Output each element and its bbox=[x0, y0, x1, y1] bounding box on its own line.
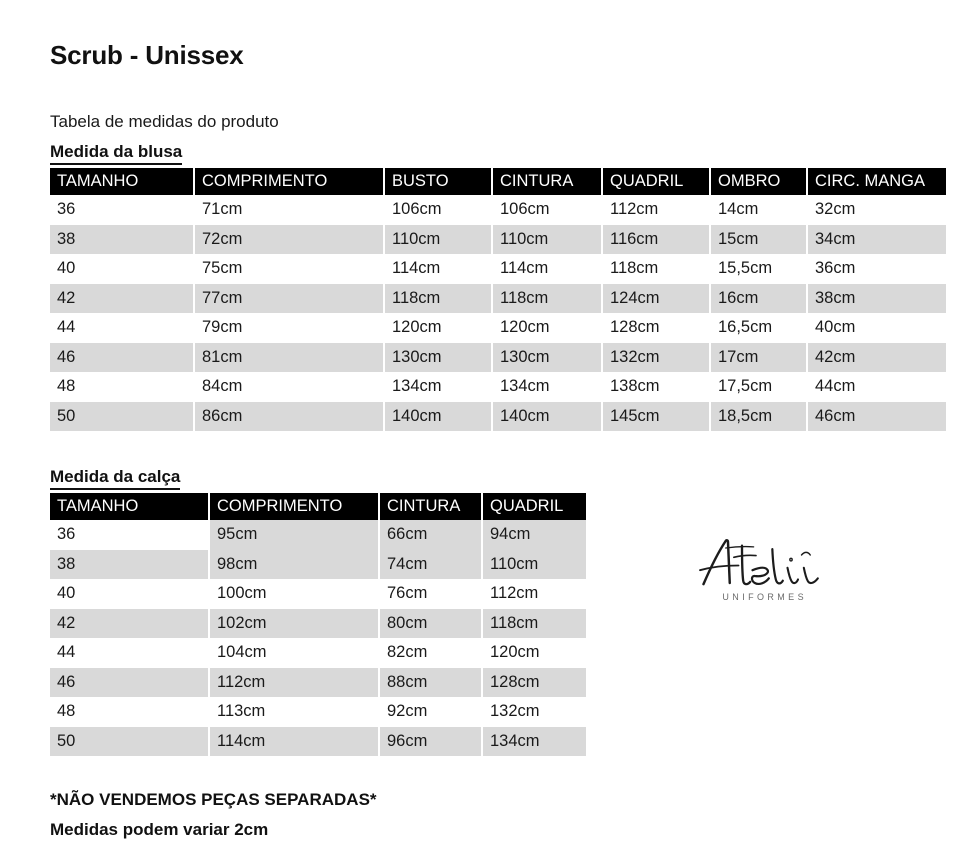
blusa-cell-7-0: 50 bbox=[50, 402, 195, 432]
blusa-cell-0-0: 36 bbox=[50, 195, 195, 225]
footer-note-tolerance: Medidas podem variar 2cm bbox=[50, 820, 269, 839]
calca-cell-5-0: 46 bbox=[50, 668, 210, 698]
calca-cell-6-3: 132cm bbox=[483, 697, 586, 727]
blusa-header-comprimento: COMPRIMENTO bbox=[195, 168, 385, 195]
blusa-table-body bbox=[50, 195, 946, 431]
blusa-cell-5-0: 46 bbox=[50, 343, 195, 373]
blusa-cell-7-5: 18,5cm bbox=[711, 402, 808, 432]
blusa-cell-4-3: 120cm bbox=[493, 313, 603, 343]
calca-cell-5-1: 112cm bbox=[210, 668, 380, 698]
blusa-cell-7-6: 46cm bbox=[808, 402, 946, 432]
blusa-table-row bbox=[50, 195, 946, 225]
blusa-cell-6-4: 138cm bbox=[603, 372, 711, 402]
calca-cell-2-2: 76cm bbox=[380, 579, 483, 609]
blusa-cell-3-2: 118cm bbox=[385, 284, 493, 314]
footer-note-no-separate-pieces: *NÃO VENDEMOS PEÇAS SEPARADAS* bbox=[50, 790, 377, 809]
blusa-cell-6-3: 134cm bbox=[493, 372, 603, 402]
blusa-cell-3-3: 118cm bbox=[493, 284, 603, 314]
blusa-cell-7-4: 145cm bbox=[603, 402, 711, 432]
calca-cell-6-0: 48 bbox=[50, 697, 210, 727]
calca-cell-4-1: 104cm bbox=[210, 638, 380, 668]
calca-table-row bbox=[50, 550, 586, 580]
calca-cell-4-3: 120cm bbox=[483, 638, 586, 668]
calca-cell-2-1: 100cm bbox=[210, 579, 380, 609]
blusa-cell-4-1: 79cm bbox=[195, 313, 385, 343]
blusa-header-busto: BUSTO bbox=[385, 168, 493, 195]
blusa-cell-3-1: 77cm bbox=[195, 284, 385, 314]
blusa-cell-1-2: 110cm bbox=[385, 225, 493, 255]
blusa-cell-4-5: 16,5cm bbox=[711, 313, 808, 343]
blusa-table-row bbox=[50, 225, 946, 255]
blusa-cell-3-0: 42 bbox=[50, 284, 195, 314]
blusa-cell-5-2: 130cm bbox=[385, 343, 493, 373]
blusa-header-ombro: OMBRO bbox=[711, 168, 808, 195]
blusa-cell-2-2: 114cm bbox=[385, 254, 493, 284]
calca-header-row bbox=[50, 493, 586, 520]
blusa-cell-2-1: 75cm bbox=[195, 254, 385, 284]
blusa-cell-1-1: 72cm bbox=[195, 225, 385, 255]
blusa-cell-6-1: 84cm bbox=[195, 372, 385, 402]
calca-cell-1-0: 38 bbox=[50, 550, 210, 580]
calca-table-row bbox=[50, 668, 586, 698]
blusa-cell-0-4: 112cm bbox=[603, 195, 711, 225]
blusa-cell-2-6: 36cm bbox=[808, 254, 946, 284]
blusa-cell-1-6: 34cm bbox=[808, 225, 946, 255]
calca-header-cintura: CINTURA bbox=[380, 493, 483, 520]
calca-cell-7-2: 96cm bbox=[380, 727, 483, 757]
calca-header-tamanho: TAMANHO bbox=[50, 493, 210, 520]
blusa-table-row bbox=[50, 254, 946, 284]
brand-logo-subtitle: UNIFORMES bbox=[722, 592, 807, 602]
calca-cell-3-2: 80cm bbox=[380, 609, 483, 639]
calca-cell-5-2: 88cm bbox=[380, 668, 483, 698]
calca-cell-1-2: 74cm bbox=[380, 550, 483, 580]
blusa-table-row bbox=[50, 372, 946, 402]
calca-header-quadril: QUADRIL bbox=[483, 493, 586, 520]
calca-cell-4-0: 44 bbox=[50, 638, 210, 668]
blusa-cell-2-5: 15,5cm bbox=[711, 254, 808, 284]
blusa-cell-6-0: 48 bbox=[50, 372, 195, 402]
blusa-cell-6-2: 134cm bbox=[385, 372, 493, 402]
blusa-table-row bbox=[50, 402, 946, 432]
calca-cell-6-1: 113cm bbox=[210, 697, 380, 727]
blusa-cell-5-3: 130cm bbox=[493, 343, 603, 373]
blusa-cell-1-3: 110cm bbox=[493, 225, 603, 255]
blusa-cell-7-2: 140cm bbox=[385, 402, 493, 432]
calca-table-row bbox=[50, 579, 586, 609]
brand-logo bbox=[693, 534, 833, 602]
calca-cell-0-0: 36 bbox=[50, 520, 210, 550]
blusa-table-row bbox=[50, 313, 946, 343]
calca-cell-2-3: 112cm bbox=[483, 579, 586, 609]
calca-table-head bbox=[50, 493, 586, 520]
calca-cell-7-1: 114cm bbox=[210, 727, 380, 757]
section-heading-calca: Medida da calça bbox=[50, 467, 180, 490]
atelie-script-logo-icon bbox=[693, 534, 833, 590]
calca-table-row bbox=[50, 727, 586, 757]
calca-cell-6-2: 92cm bbox=[380, 697, 483, 727]
calca-cell-1-3: 110cm bbox=[483, 550, 586, 580]
calca-cell-4-2: 82cm bbox=[380, 638, 483, 668]
blusa-cell-5-6: 42cm bbox=[808, 343, 946, 373]
blusa-cell-6-6: 44cm bbox=[808, 372, 946, 402]
blusa-cell-0-2: 106cm bbox=[385, 195, 493, 225]
calca-table-row bbox=[50, 520, 586, 550]
blusa-cell-0-1: 71cm bbox=[195, 195, 385, 225]
blusa-cell-0-3: 106cm bbox=[493, 195, 603, 225]
blusa-cell-2-3: 114cm bbox=[493, 254, 603, 284]
blusa-cell-0-5: 14cm bbox=[711, 195, 808, 225]
blusa-cell-7-1: 86cm bbox=[195, 402, 385, 432]
page-title: Scrub - Unissex bbox=[50, 40, 244, 70]
calca-table-row bbox=[50, 697, 586, 727]
calca-cell-0-1: 95cm bbox=[210, 520, 380, 550]
calca-header-comprimento: COMPRIMENTO bbox=[210, 493, 380, 520]
calca-size-table bbox=[50, 493, 586, 756]
calca-table-row bbox=[50, 638, 586, 668]
blusa-header-quadril: QUADRIL bbox=[603, 168, 711, 195]
blusa-cell-7-3: 140cm bbox=[493, 402, 603, 432]
blusa-cell-0-6: 32cm bbox=[808, 195, 946, 225]
blusa-cell-1-0: 38 bbox=[50, 225, 195, 255]
blusa-cell-4-4: 128cm bbox=[603, 313, 711, 343]
calca-cell-0-2: 66cm bbox=[380, 520, 483, 550]
section-heading-blusa: Medida da blusa bbox=[50, 142, 182, 165]
calca-cell-7-0: 50 bbox=[50, 727, 210, 757]
blusa-header-cintura: CINTURA bbox=[493, 168, 603, 195]
blusa-cell-5-1: 81cm bbox=[195, 343, 385, 373]
blusa-cell-1-5: 15cm bbox=[711, 225, 808, 255]
blusa-cell-2-0: 40 bbox=[50, 254, 195, 284]
blusa-table-row bbox=[50, 343, 946, 373]
blusa-cell-1-4: 116cm bbox=[603, 225, 711, 255]
blusa-cell-3-6: 38cm bbox=[808, 284, 946, 314]
calca-cell-3-1: 102cm bbox=[210, 609, 380, 639]
blusa-cell-4-0: 44 bbox=[50, 313, 195, 343]
blusa-cell-6-5: 17,5cm bbox=[711, 372, 808, 402]
blusa-cell-3-4: 124cm bbox=[603, 284, 711, 314]
calca-cell-7-3: 134cm bbox=[483, 727, 586, 757]
blusa-table-head bbox=[50, 168, 946, 195]
blusa-cell-2-4: 118cm bbox=[603, 254, 711, 284]
blusa-cell-4-2: 120cm bbox=[385, 313, 493, 343]
blusa-header-circ-manga: CIRC. MANGA bbox=[808, 168, 946, 195]
calca-cell-3-3: 118cm bbox=[483, 609, 586, 639]
blusa-header-tamanho: TAMANHO bbox=[50, 168, 195, 195]
blusa-cell-5-5: 17cm bbox=[711, 343, 808, 373]
calca-cell-3-0: 42 bbox=[50, 609, 210, 639]
blusa-size-table bbox=[50, 168, 946, 431]
calca-cell-5-3: 128cm bbox=[483, 668, 586, 698]
calca-cell-1-1: 98cm bbox=[210, 550, 380, 580]
blusa-header-row bbox=[50, 168, 946, 195]
calca-table-row bbox=[50, 609, 586, 639]
blusa-cell-5-4: 132cm bbox=[603, 343, 711, 373]
calca-cell-2-0: 40 bbox=[50, 579, 210, 609]
intro-text: Tabela de medidas do produto bbox=[50, 112, 279, 131]
calca-cell-0-3: 94cm bbox=[483, 520, 586, 550]
blusa-cell-3-5: 16cm bbox=[711, 284, 808, 314]
blusa-table-row bbox=[50, 284, 946, 314]
blusa-cell-4-6: 40cm bbox=[808, 313, 946, 343]
calca-table-body bbox=[50, 520, 586, 756]
